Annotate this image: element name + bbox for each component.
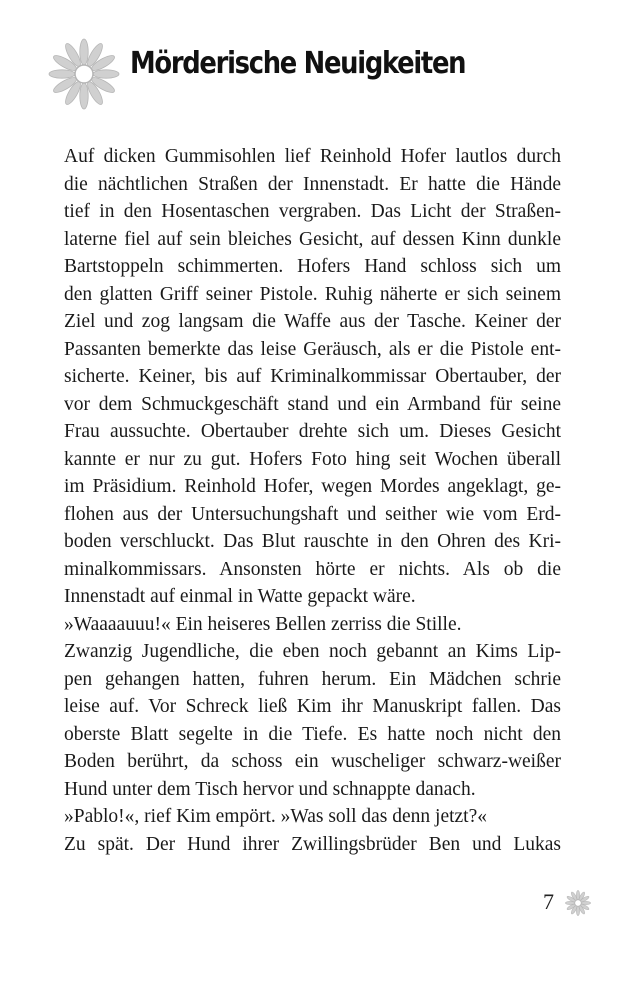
text-line: Ziel und zog langsam die Waffe aus der Tasche. Keiner der: [64, 311, 561, 332]
text-line: Bartstoppeln schimmerten. Hofers Hand schloss sich um: [64, 256, 561, 277]
text-line: Frau aussuchte. Obertauber drehte sich um. Dieses Gesicht: [64, 421, 561, 442]
text-line: »Waaaauuu!« Ein heiseres Bellen zerriss die Stille.: [64, 613, 462, 635]
text-line: leise auf. Vor Schreck ließ Kim ihr Manuskript fallen. Das: [64, 696, 561, 717]
text-line: die nächtlichen Straßen der Innenstadt. Er hatte die Hände: [64, 173, 561, 195]
text-line: Zwanzig Jugendliche, die eben noch gebannt an Kims Lip-: [64, 641, 561, 662]
text-line: minalkommissars. Ansonsten hörte er nichts. Als ob die: [64, 558, 561, 580]
text-line: Boden berührt, da schoss ein wuscheliger schwarz-weißer: [64, 751, 561, 772]
text-line: boden verschluckt. Das Blut rauschte in den Ohren des Kri-: [64, 531, 561, 552]
text-line: kannte er nur zu gut. Hofers Foto hing seit Wochen überall: [64, 448, 561, 470]
text-line: Hund unter dem Tisch hervor und schnappte danach.: [64, 778, 476, 800]
text-line: flohen aus der Untersuchungshaft und seither wie vom Erd-: [64, 503, 561, 525]
text-line: sicherte. Keiner, bis auf Kriminalkommissar Obertauber, der: [64, 366, 561, 387]
body-text: [64, 143, 561, 858]
text-line: oberste Blatt segelte in die Tiefe. Es hatte noch nicht den: [64, 723, 561, 745]
small-flower-icon: [565, 890, 591, 916]
text-line: im Präsidium. Reinhold Hofer, wegen Mordes angeklagt, ge-: [64, 476, 561, 497]
text-line: laterne fiel auf sein bleiches Gesicht, auf dessen Kinn dunkle: [64, 228, 561, 250]
flower-icon: [48, 38, 120, 110]
text-line: Innenstadt auf einmal in Watte gepackt wäre.: [64, 586, 416, 607]
text-line: Auf dicken Gummisohlen lief Reinhold Hofer lautlos durch: [64, 146, 561, 167]
text-line: Passanten bemerkte das leise Geräusch, als er die Pistole ent-: [64, 338, 561, 360]
text-line: »Pablo!«, rief Kim empört. »Was soll das denn jetzt?«: [64, 806, 488, 827]
page-number: 7: [543, 889, 554, 914]
chapter-title: Mörderische Neuigkeiten: [130, 46, 466, 81]
text-line: den glatten Griff seiner Pistole. Ruhig näherte er sich seinem: [64, 283, 561, 305]
text-line: vor dem Schmuckgeschäft stand und ein Armband für seine: [64, 393, 561, 415]
chapter-header: [48, 38, 608, 110]
text-line: pen gehangen hatten, fuhren herum. Ein Mädchen schrie: [64, 668, 561, 690]
text-line: tief in den Hosentaschen vergraben. Das Licht der Straßen-: [64, 201, 561, 222]
text-line: Zu spät. Der Hund ihrer Zwillingsbrüder Ben und Lukas: [64, 833, 561, 855]
